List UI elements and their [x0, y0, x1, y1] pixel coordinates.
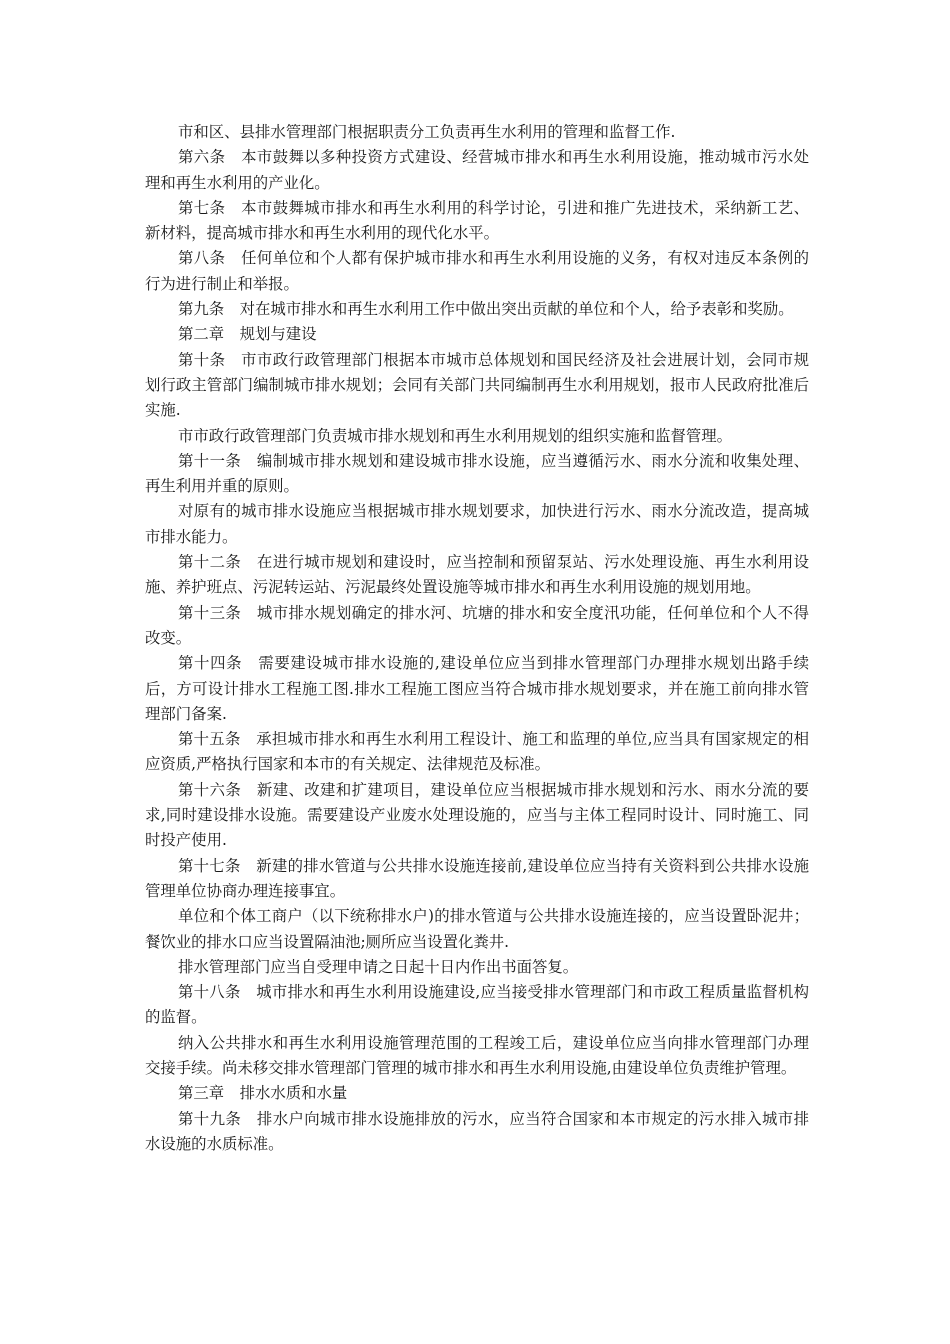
paragraph: 市和区、县排水管理部门根据职责分工负责再生水利用的管理和监督工作. — [178, 123, 676, 141]
paragraph: 第十五条 承担城市排水和再生水利用工程设计、施工和监理的单位,应当具有国家规定的相应资质,严格执行国家和本市的有关规定、法律规范及标准。 — [145, 730, 809, 774]
paragraph: 第十三条 城市排水规划确定的排水河、坑塘的排水和安全度汛功能，任何单位和个人不得改变。 — [145, 603, 809, 647]
paragraph: 第七条 本市鼓舞城市排水和再生水利用的科学讨论，引进和推广先进技术，采纳新工艺、新材料，提高城市排水和再生水利用的现代化水平。 — [145, 198, 809, 243]
paragraph: 第九条 对在城市排水和再生水利用工作中做出突出贡献的单位和个人，给予表彰和奖励。 — [178, 300, 794, 319]
paragraph: 对原有的城市排水设施应当根据城市排水规划要求，加快进行污水、雨水分流改造，提高城市排水能力。 — [145, 502, 809, 546]
paragraph: 单位和个体工商户（以下统称排水户)的排水管道与公共排水设施连接的，应当设置卧泥井；餐饮业的排水口应当设置隔油池;厕所应当设置化粪井. — [145, 907, 809, 951]
document-body — [145, 120, 809, 1157]
paragraph: 第十四条 需要建设城市排水设施的,建设单位应当到排水管理部门办理排水规划出路手续后，方可设计排水工程施工图.排水工程施工图应当符合城市排水规划要求，并在施工前向排水管理部门备案. — [145, 654, 809, 723]
paragraph: 第十九条 排水户向城市排水设施排放的污水，应当符合国家和本市规定的污水排入城市排水设施的水质标准。 — [145, 1109, 809, 1153]
paragraph: 第八条 任何单位和个人都有保护城市排水和再生水利用设施的义务，有权对违反本条例的行为进行制止和举报。 — [145, 249, 809, 293]
paragraph: 第十八条 城市排水和再生水利用设施建设,应当接受排水管理部门和市政工程质量监督机构的监督。 — [145, 983, 809, 1027]
paragraph: 第六条 本市鼓舞以多种投资方式建设、经营城市排水和再生水利用设施，推动城市污水处理和再生水利用的产业化。 — [145, 148, 809, 192]
paragraph: 市市政行政管理部门负责城市排水规划和再生水利用规划的组织实施和监督管理。 — [178, 426, 733, 445]
paragraph: 第十条 市市政行政管理部门根据本市城市总体规划和国民经济及社会进展计划，会同市规划行政主管部门编制城市排水规划；会同有关部门共同编制再生水利用规划，报市人民政府批准后实施. — [145, 350, 809, 420]
chapter-heading: 第二章 规划与建设 — [178, 325, 317, 344]
paragraph: 排水管理部门应当自受理申请之日起十日内作出书面答复。 — [178, 957, 579, 976]
paragraph: 第十一条 编制城市排水规划和建设城市排水设施，应当遵循污水、雨水分流和收集处理、再生利用并重的原则。 — [145, 451, 809, 496]
paragraph: 纳入公共排水和再生水利用设施管理范围的工程竣工后，建设单位应当向排水管理部门办理交接手续。尚未移交排水管理部门管理的城市排水和再生水利用设施,由建设单位负责维护管理。 — [145, 1033, 809, 1077]
paragraph: 第十七条 新建的排水管道与公共排水设施连接前,建设单位应当持有关资料到公共排水设施管理单位协商办理连接事宜。 — [145, 856, 809, 900]
paragraph: 第十二条 在进行城市规划和建设时，应当控制和预留泵站、污水处理设施、再生水利用设施、养护班点、污泥转运站、污泥最终处置设施等城市排水和再生水利用设施的规划用地。 — [145, 553, 809, 597]
paragraph: 第十六条 新建、改建和扩建项目，建设单位应当根据城市排水规划和污水、雨水分流的要求,同时建设排水设施。需要建设产业废水处理设施的，应当与主体工程同时设计、同时施工、同时投产使用. — [145, 780, 809, 850]
chapter-heading: 第三章 排水水质和水量 — [178, 1084, 348, 1103]
